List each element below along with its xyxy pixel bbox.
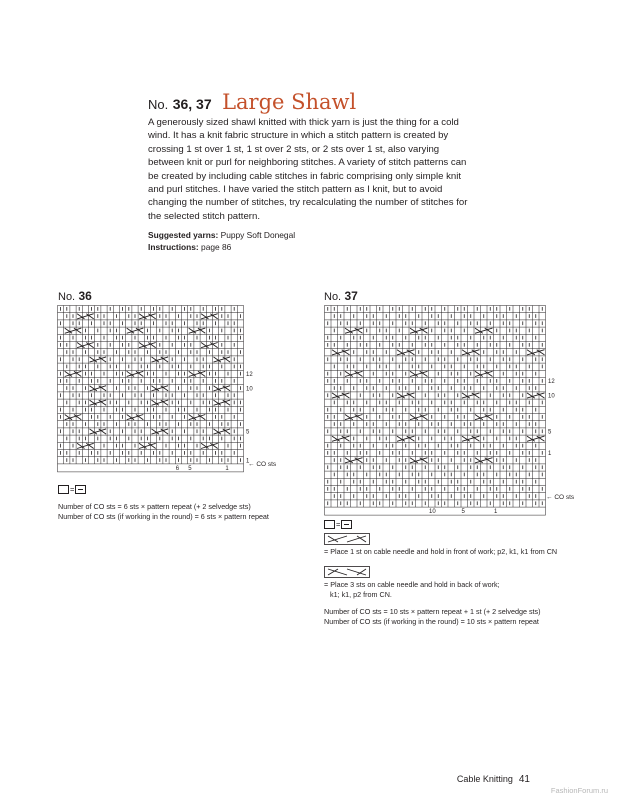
- knit-symbol: [324, 520, 335, 529]
- column-label: 6: [175, 465, 180, 472]
- chart-36-legend: =: [58, 481, 86, 499]
- chart-37-legend: =: [324, 516, 352, 534]
- chart-37-note-1: Number of CO sts = 10 sts × pattern repeat + 1 st (+ 2 selvedge sts): [324, 607, 541, 616]
- cable-front-text: = Place 1 st on cable needle and hold in front of work; p2, k1, k1 from CN: [324, 547, 558, 556]
- cable-front-symbol: [324, 533, 370, 545]
- watermark: FashionForum.ru: [550, 786, 608, 795]
- chart-36-note-1: Number of CO sts = 6 sts × pattern repeat (+ 2 selvedge sts): [58, 502, 251, 511]
- title-numbers: 36, 37: [172, 96, 212, 112]
- cable-back-text-1: = Place 3 sts on cable needle and hold in back of work;: [324, 580, 500, 589]
- instructions-label: Instructions:: [148, 242, 199, 252]
- row-label: 5: [246, 429, 250, 436]
- chart-36-grid: [57, 305, 253, 477]
- chart-36-co-label: ← CO sts: [248, 461, 277, 468]
- chart-37-grid: [324, 305, 555, 516]
- row-label: 1: [548, 451, 552, 458]
- yarn-label: Suggested yarns:: [148, 230, 219, 240]
- title-no-label: No.: [148, 97, 169, 112]
- title-name: Large Shawl: [222, 90, 357, 114]
- column-label: 10: [429, 509, 436, 516]
- column-label: 5: [461, 509, 465, 516]
- row-label: 12: [246, 372, 253, 378]
- instructions-ref: [148, 242, 231, 252]
- chart-36-title: No. 36: [58, 289, 92, 303]
- intro-paragraph: A generously sized shawl knitted with thick yarn is just the thing for a cold wind. It has a knit fabric structure in which a stitch pattern is created by crossing 1 st over 1 st, 1 st over 2 sts, or 2 sts over 1 st, also varying between knit or purl for neighboring stitches. A variety of stitch patterns can be created by including cable stitches in fabric comprising only simple knit and purl stitches. I have varied the stitch pattern as I knit, but to avoid changing the number of stitches, try recalculating the number of stitches for the selected stitch pattern.: [148, 117, 468, 222]
- row-label: 12: [548, 379, 555, 386]
- row-label: 10: [246, 386, 253, 393]
- row-label: 10: [548, 393, 555, 400]
- yarn-value: Puppy Soft Donegal: [220, 230, 296, 240]
- column-label: 5: [188, 465, 192, 472]
- cable-back-symbol: [324, 566, 370, 578]
- chart-37-note-2: Number of CO sts (if working in the round) = 10 sts × pattern repeat: [324, 617, 539, 626]
- purl-symbol: [75, 485, 86, 494]
- column-label: 1: [225, 465, 229, 472]
- chart-37-co-label: ← CO sts: [546, 494, 575, 501]
- page-number: 41: [518, 774, 530, 785]
- column-label: 1: [494, 509, 498, 516]
- chart-36-note-2: Number of CO sts (if working in the round) = 6 sts × pattern repeat: [58, 512, 269, 521]
- instructions-value: page 86: [201, 242, 232, 252]
- purl-symbol: [341, 520, 352, 529]
- row-label: 5: [548, 429, 552, 436]
- page-title: [148, 90, 356, 114]
- footer-section: Cable Knitting: [456, 774, 513, 784]
- suggested-yarns: [148, 230, 295, 240]
- knit-symbol: [58, 485, 69, 494]
- page-footer: [457, 774, 530, 785]
- row-label: 1: [246, 458, 250, 465]
- cable-back-text-2: k1; k1, p2 from CN.: [330, 590, 392, 599]
- chart-37-title: No. 37: [324, 289, 358, 303]
